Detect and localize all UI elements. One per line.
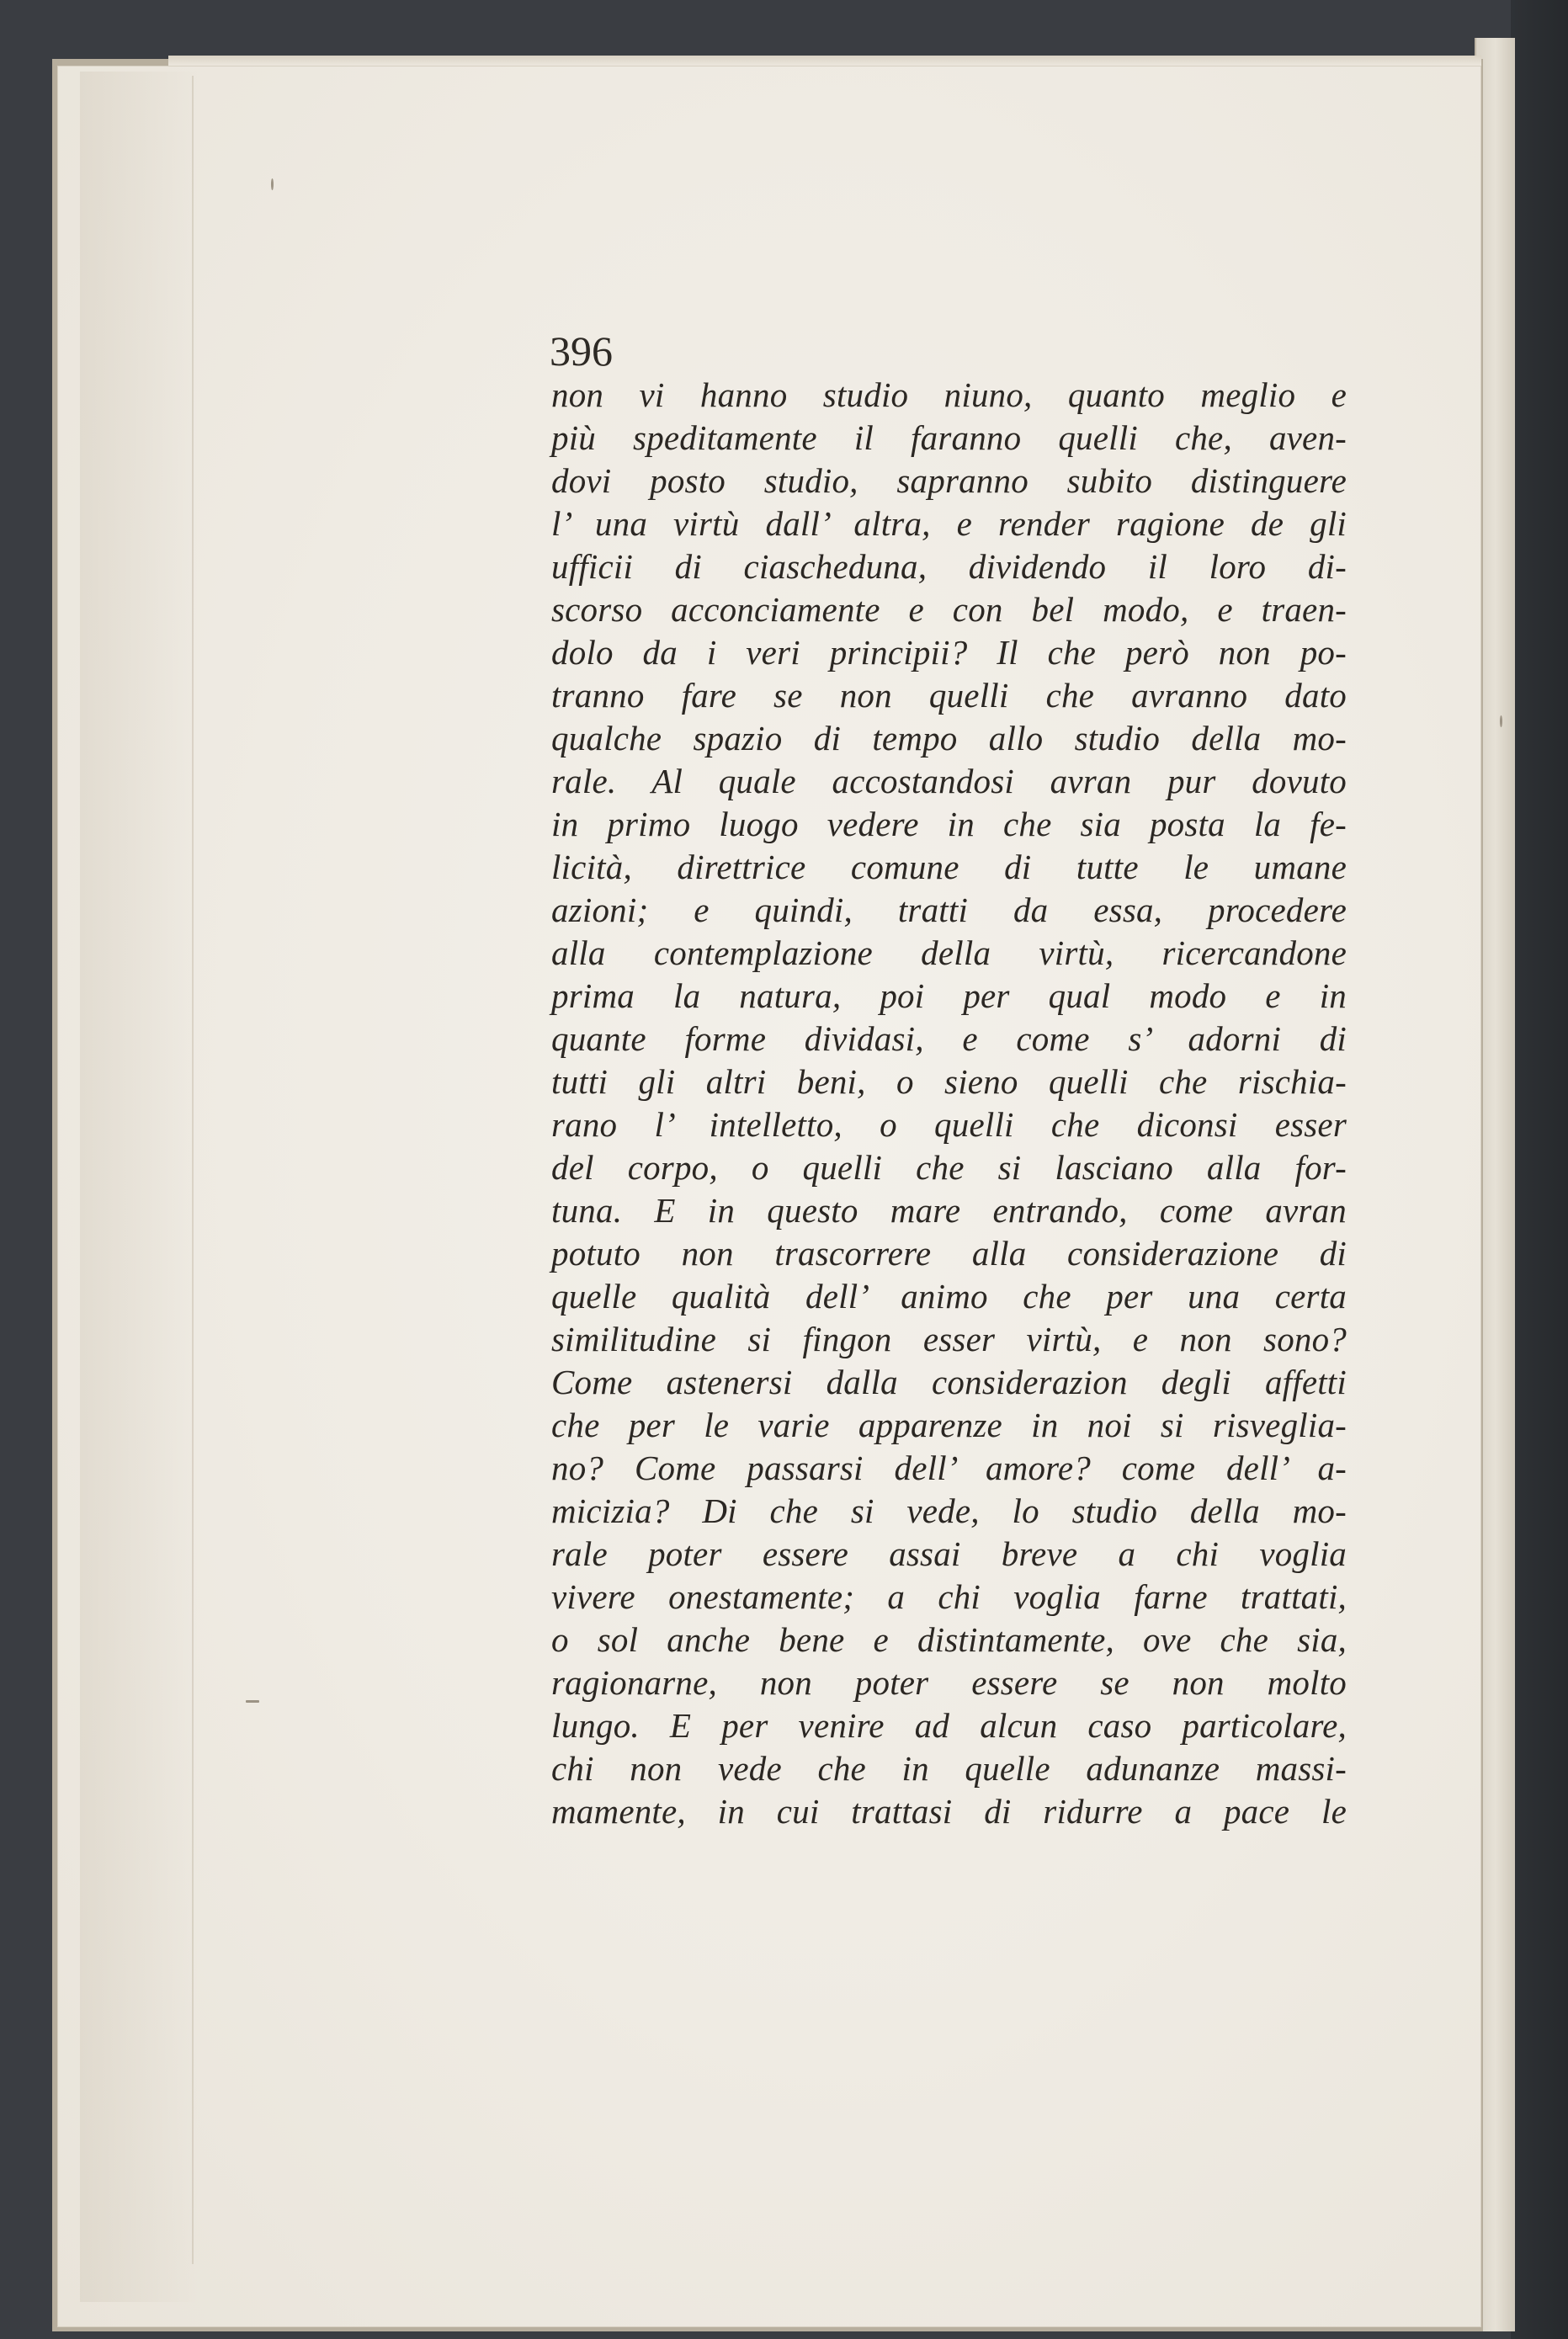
page-gutter-shading xyxy=(80,72,198,2302)
text-line: tranno fare se non quelli che avranno dato xyxy=(551,676,1347,715)
text-line: micizia? Di che si vede, lo studio della mo- xyxy=(551,1491,1347,1530)
text-line: licità, direttrice comune di tutte le umane xyxy=(551,848,1347,886)
text-line: dolo da i veri principii? Il che però non po- xyxy=(551,633,1347,672)
text-line: o sol anche bene e distintamente, ove che sia, xyxy=(551,1620,1347,1659)
paper-speck xyxy=(246,1700,259,1703)
text-line: ufficii di ciascheduna, dividendo il loro di- xyxy=(551,547,1347,586)
text-line: rale. Al quale accostandosi avran pur dovuto xyxy=(551,762,1347,800)
text-line: potuto non trascorrere alla considerazione di xyxy=(551,1234,1347,1273)
page-text-block xyxy=(550,327,1347,1833)
text-line: alla contemplazione della virtù, ricercandone xyxy=(551,933,1347,972)
text-line: ragionarne, non poter essere se non molto xyxy=(551,1663,1347,1702)
text-line: qualche spazio di tempo allo studio della mo- xyxy=(551,719,1347,758)
text-line: vivere onestamente; a chi voglia farne trattati, xyxy=(551,1577,1347,1616)
text-line: più speditamente il faranno quelli che, aven- xyxy=(551,418,1347,457)
text-line: Come astenersi dalla considerazion degli affetti xyxy=(551,1363,1347,1401)
text-line: scorso acconciamente e con bel modo, e traen- xyxy=(551,590,1347,629)
text-line: tuna. E in questo mare entrando, come avran xyxy=(551,1191,1347,1230)
text-line: l’ una virtù dall’ altra, e render ragione de gli xyxy=(551,504,1347,543)
text-line: rale poter essere assai breve a chi voglia xyxy=(551,1534,1347,1573)
text-line: prima la natura, poi per qual modo e in xyxy=(551,976,1347,1015)
text-line: dovi posto studio, sapranno subito distinguere xyxy=(551,461,1347,500)
text-line: del corpo, o quelli che si lasciano alla for- xyxy=(551,1148,1347,1187)
text-line: quelle qualità dell’ animo che per una certa xyxy=(551,1277,1347,1316)
text-line: rano l’ intelletto, o quelli che diconsi esser xyxy=(551,1105,1347,1144)
text-line: chi non vede che in quelle adunanze massi- xyxy=(551,1749,1347,1788)
text-line: tutti gli altri beni, o sieno quelli che rischia- xyxy=(551,1062,1347,1101)
text-line: non vi hanno studio niuno, quanto meglio e xyxy=(551,375,1347,414)
paper-speck xyxy=(1500,715,1502,727)
text-line: quante forme dividasi, e come s’ adorni di xyxy=(551,1019,1347,1058)
text-line: mamente, in cui trattasi di ridurre a pace le xyxy=(551,1792,1347,1831)
body-text xyxy=(551,374,1347,1833)
text-line: lungo. E per venire ad alcun caso particolare, xyxy=(551,1706,1347,1745)
text-line: che per le varie apparenze in noi si risveglia- xyxy=(551,1406,1347,1444)
text-line: similitudine si fingon esser virtù, e non sono? xyxy=(551,1320,1347,1358)
page-number: 396 xyxy=(550,327,613,375)
text-line: in primo luogo vedere in che sia posta la fe- xyxy=(551,805,1347,843)
paper-speck xyxy=(271,178,274,190)
text-line: no? Come passarsi dell’ amore? come dell’ a- xyxy=(551,1449,1347,1487)
scanner-backdrop xyxy=(1511,0,1568,2339)
page-fold-line xyxy=(192,76,194,2264)
text-line: azioni; e quindi, tratti da essa, procedere xyxy=(551,890,1347,929)
page-top-edge xyxy=(168,56,1481,66)
